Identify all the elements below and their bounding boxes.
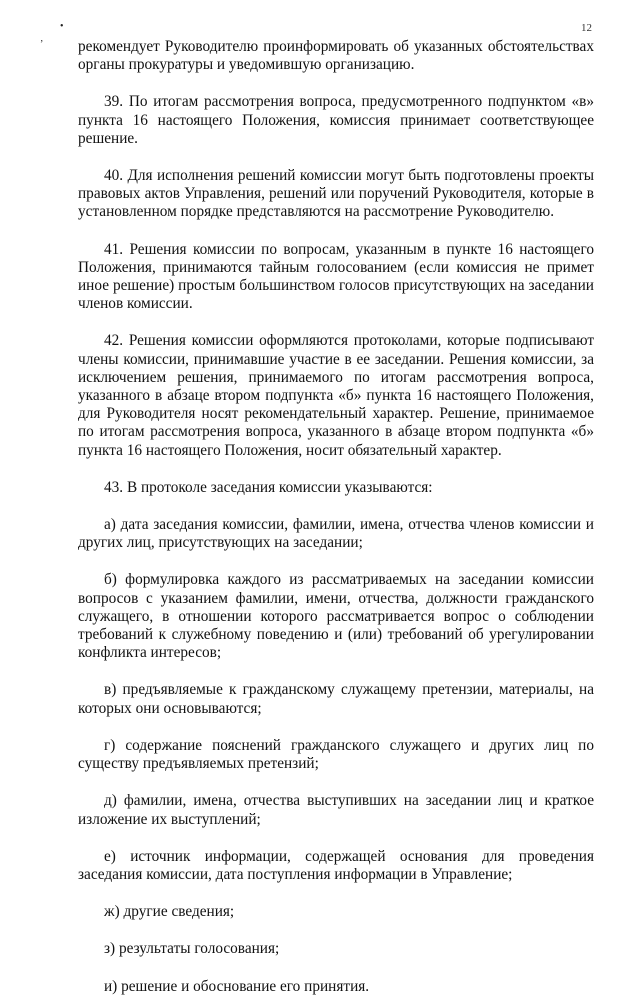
- paragraph-41: 41. Решения комиссии по вопросам, указанным в пункте 16 настоящего Положения, принимаются тайным голосованием (если комиссия не примет иное решение) простым большинством голосов присутствующих на заседании членов комиссии.: [78, 240, 594, 313]
- list-item-d: д) фамилии, имена, отчества выступивших на заседании лиц и краткое изложение их выступлений;: [78, 792, 594, 828]
- paragraph-42: 42. Решения комиссии оформляются протоколами, которые подписывают члены комиссии, принимавшие участие в ее заседании. Решения комиссии, за исключением решения, принимаемого по итогам рассмотрения вопроса, указанного в абзаце втором подпункта «б» пункта 16 настоящего Положения, для Руководителя носят рекомендательный характер. Решение, принимаемое по итогам рассмотрения вопроса, указанного в абзаце втором подпункта «б» пункта 16 настоящего Положения, носит обязательный характер.: [78, 332, 594, 459]
- document-body: [78, 38, 594, 996]
- list-item-a: а) дата заседания комиссии, фамилии, имена, отчества членов комиссии и других лиц, присутствующих на заседании;: [78, 516, 594, 552]
- page-number: 12: [581, 22, 592, 34]
- scan-mark-tick: ʼ: [40, 39, 44, 50]
- list-item-z: з) результаты голосования;: [104, 940, 280, 958]
- paragraph-39: 39. По итогам рассмотрения вопроса, предусмотренного подпунктом «в» пункта 16 настоящего Положения, комиссия принимает соответствующее решение.: [78, 93, 594, 147]
- paragraph-continuation: рекомендует Руководителю проинформировать об указанных обстоятельствах органы прокуратуры и уведомившую организацию.: [78, 38, 594, 74]
- list-item-i: и) решение и обоснование его принятия.: [104, 977, 370, 995]
- list-item-g: г) содержание пояснений гражданского служащего и других лиц по существу предъявляемых претензий;: [78, 736, 594, 773]
- list-item-zh: ж) другие сведения;: [104, 903, 235, 921]
- paragraph-40: 40. Для исполнения решений комиссии могут быть подготовлены проекты правовых актов Управления, решений или поручений Руководителя, которые в установленном порядке представляются на рассмотрение Руководителю.: [78, 167, 594, 221]
- paragraph-43: 43. В протоколе заседания комиссии указываются:: [104, 478, 433, 496]
- list-item-b: б) формулировка каждого из рассматриваемых на заседании комиссии вопросов с указанием фамилии, имени, отчества, должности гражданского служащего, в отношении которого рассматривается вопрос о соблюдении требований к служебному поведению и (или) требований об урегулировании конфликта интересов;: [78, 571, 594, 662]
- scan-mark-dot: •: [60, 21, 64, 32]
- list-item-e: е) источник информации, содержащей основания для проведения заседания комиссии, дата поступления информации в Управление;: [78, 847, 594, 883]
- list-item-v: в) предъявляемые к гражданскому служащему претензии, материалы, на которых они основываются;: [78, 681, 594, 717]
